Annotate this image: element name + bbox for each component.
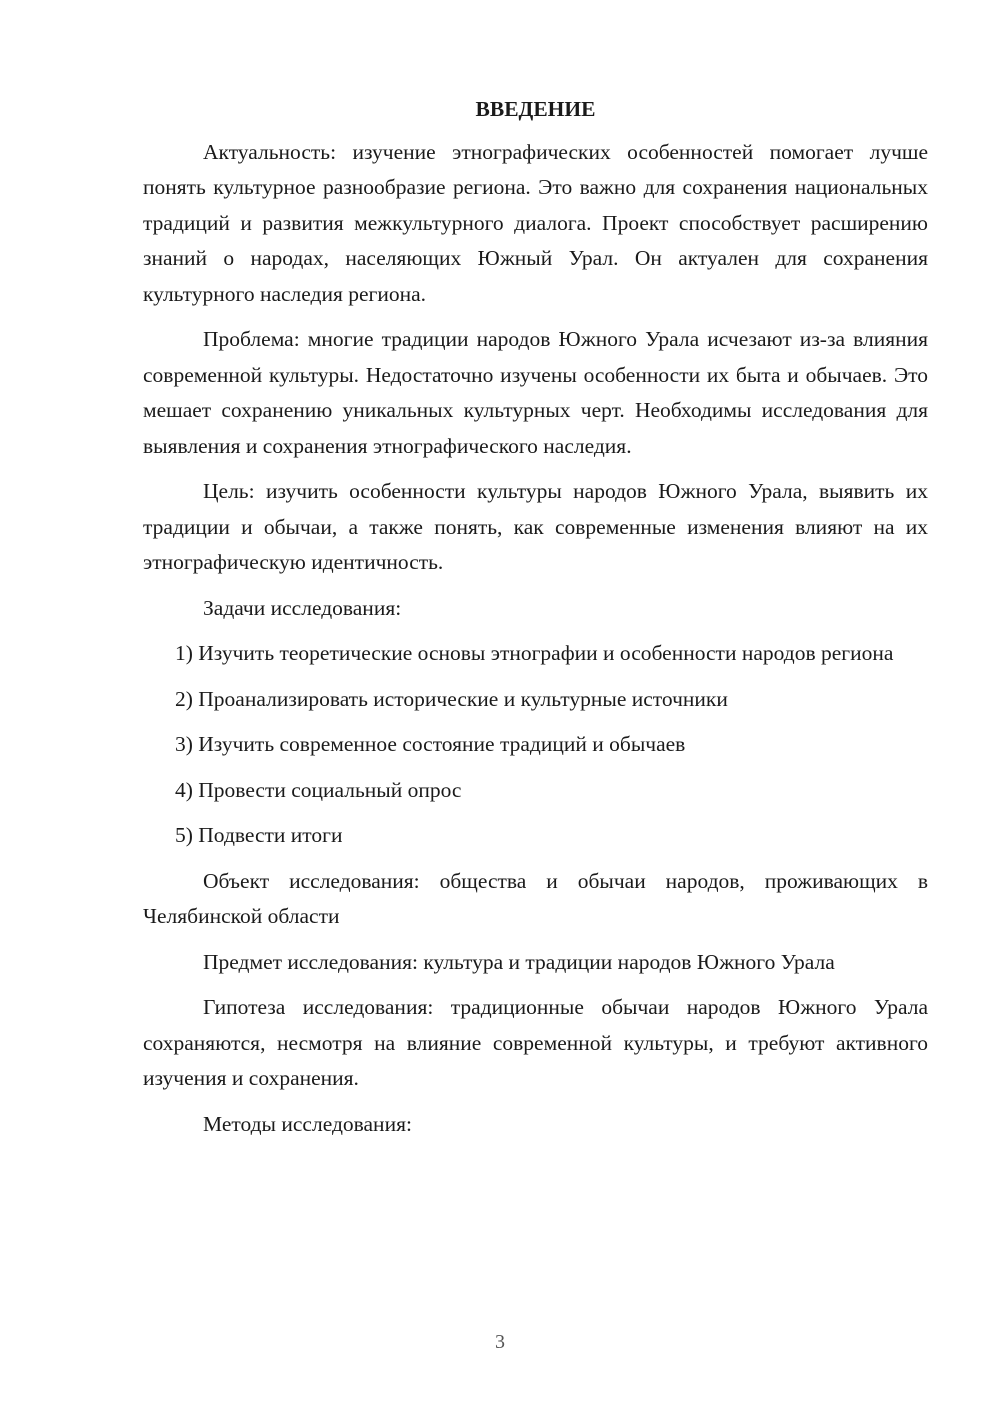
- document-page: [143, 92, 928, 1152]
- task-item-5: 5) Подвести итоги: [175, 823, 343, 847]
- object-paragraph: Объект исследования: общества и обычаи народов, проживающих в Челябинской области: [143, 868, 928, 928]
- relevance-paragraph: Актуальность: изучение этнографических особенностей помогает лучше понять культурное разнообразие региона. Это важно для сохранения национальных традиций и развития межкультурного диалога. Проект способствует расширению знаний о народах, населяющих Южный Урал. Он актуален для сохранения культурного наследия региона.: [143, 139, 928, 306]
- methods-heading: Методы исследования:: [203, 1111, 412, 1136]
- page-number: 3: [495, 1331, 505, 1353]
- section-title: ВВЕДЕНИЕ: [475, 97, 596, 121]
- task-item-3: 3) Изучить современное состояние традиций и обычаев: [175, 732, 686, 756]
- hypothesis-paragraph: Гипотеза исследования: традиционные обычаи народов Южного Урала сохраняются, несмотря на влияние современной культуры, и требуют активного изучения и сохранения.: [143, 995, 928, 1090]
- task-item-1: 1) Изучить теоретические основы этнографии и особенности народов региона: [175, 641, 894, 665]
- task-item-4: 4) Провести социальный опрос: [175, 777, 462, 802]
- goal-paragraph: Цель: изучить особенности культуры народов Южного Урала, выявить их традиции и обычаи, а также понять, как современные изменения влияют на их этнографическую идентичность.: [143, 479, 928, 574]
- problem-paragraph: Проблема: многие традиции народов Южного Урала исчезают из-за влияния современной культуры. Недостаточно изучены особенности их быта и обычаев. Это мешает сохранению уникальных культурных черт. Необходимы исследования для выявления и сохранения этнографического наследия.: [143, 327, 928, 458]
- task-item-2: 2) Проанализировать исторические и культурные источники: [175, 686, 728, 711]
- subject-paragraph: Предмет исследования: культура и традиции народов Южного Урала: [203, 949, 835, 974]
- tasks-heading: Задачи исследования:: [203, 595, 402, 620]
